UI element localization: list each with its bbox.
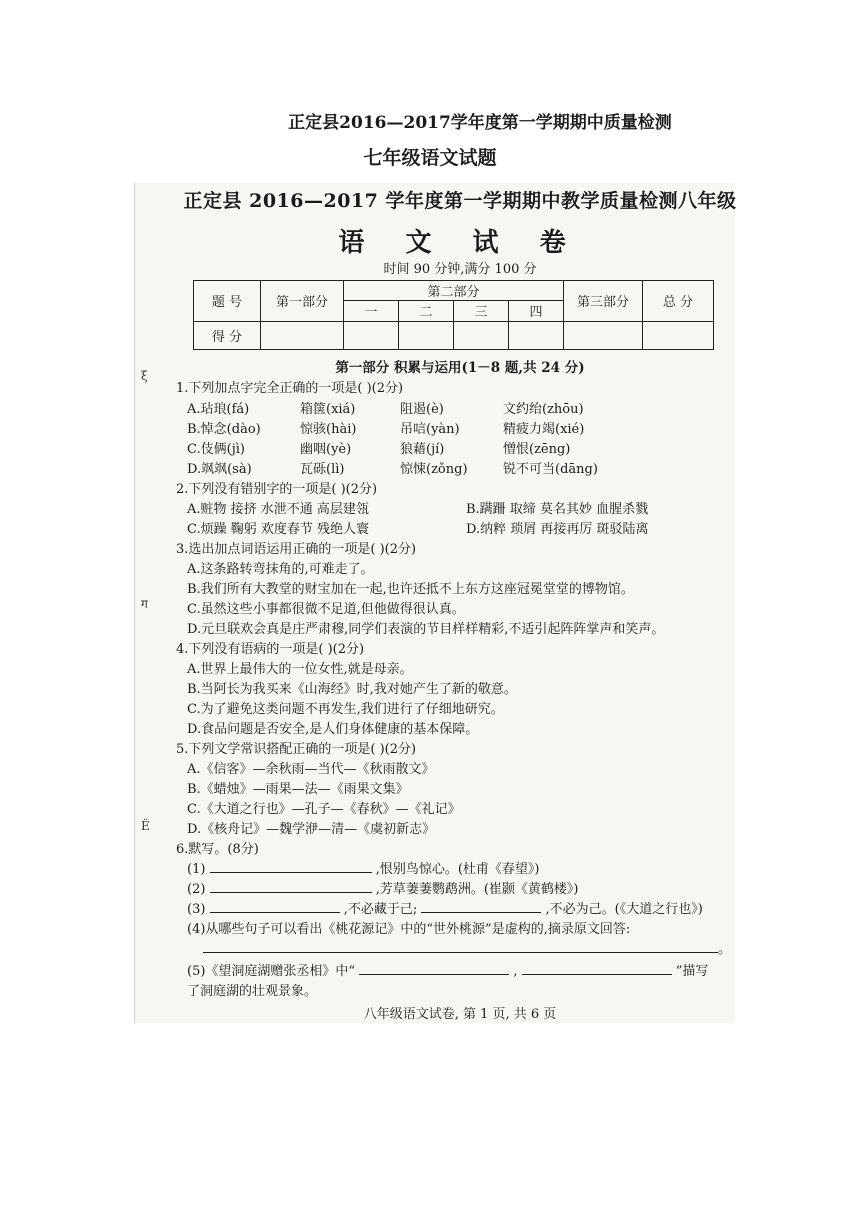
score-cell xyxy=(509,321,564,349)
item-text: ”描写 xyxy=(675,964,709,979)
option-text: A.赃物 接挤 水泄不通 高层建瓴 xyxy=(187,502,369,517)
option-text: 惊悚(zǒng) xyxy=(400,462,468,477)
fill-line-4: (4)从哪些句子可以看出《桃花源记》中的“世外桃源”是虚构的,摘录原文回答: xyxy=(187,922,631,937)
option-text: A.《信客》—余秋雨—当代—《秋雨散文》 xyxy=(187,762,435,777)
option-text: 文约绐(zhōu) xyxy=(503,402,584,417)
option-text: 精疲力竭(xié) xyxy=(503,422,585,437)
option-text: B.《蜡烛》—雨果—法—《雨果文集》 xyxy=(187,782,409,797)
option-text: D.《核舟记》—魏学洢—清—《虞初新志》 xyxy=(187,822,436,837)
item-text: ,不必为己。(《大道之行也》) xyxy=(545,902,703,917)
score-sub-1: 一 xyxy=(344,301,399,321)
option-text: 锐不可当(dāng) xyxy=(503,462,598,477)
fill-line-5-cont: 了洞庭湖的壮观景象。 xyxy=(187,984,318,999)
option-text: 吊唁(yàn) xyxy=(400,422,460,437)
item-text: ,芳草萋萋鹦鹉洲。(崔颢《黄鹤楼》) xyxy=(375,882,579,897)
answer-blank[interactable] xyxy=(203,940,718,953)
option-text: C.伎俩(jì) xyxy=(187,442,245,457)
item-label: (2) xyxy=(187,882,206,897)
score-table xyxy=(193,280,714,350)
item-label: (1) xyxy=(187,862,206,877)
option-text: D.飒飒(sà) xyxy=(187,462,252,477)
option-text: A.这条路转弯抹角的,可难走了。 xyxy=(187,562,374,577)
exam-name: 语 文 试 卷 xyxy=(338,228,582,258)
answer-blank[interactable] xyxy=(421,900,541,913)
option-text: B.当阿长为我买来《山海经》时,我对她产生了新的敬意。 xyxy=(187,682,517,697)
option-text: D.纳粹 琐屑 再接再厉 斑驳陆离 xyxy=(466,522,649,537)
item-text: ,恨别鸟惊心。(杜甫《春望》) xyxy=(375,862,540,877)
score-cell xyxy=(261,321,344,349)
option-text: 狼藉(jí) xyxy=(400,442,445,457)
score-cell xyxy=(344,321,399,349)
question-5: 5.下列文学常识搭配正确的一项是( )(2分) xyxy=(176,742,417,757)
question-3: 3.选出加点词语运用正确的一项是( )(2分) xyxy=(176,542,417,557)
score-col-number: 题 号 xyxy=(194,281,261,322)
margin-mark: Ё xyxy=(141,819,150,833)
option-text: C.烦躁 鞠躬 欢度春节 残绝人寰 xyxy=(187,522,370,537)
score-row-label: 得 分 xyxy=(194,321,261,349)
exam-header: 正定县 2016—2017 学年度第一学期期中教学质量检测八年级 xyxy=(183,190,737,212)
option-text: 幽咽(yè) xyxy=(300,442,352,457)
score-sub-2: 二 xyxy=(399,301,454,321)
option-text: 箱箧(xiá) xyxy=(300,402,356,417)
page-subtitle: 七年级语文试题 xyxy=(363,147,497,169)
score-col-part3: 第三部分 xyxy=(564,281,643,322)
score-cell xyxy=(643,321,714,349)
question-1: 1.下列加点字完全正确的一项是( )(2分) xyxy=(176,381,404,396)
fill-line-2 xyxy=(187,878,578,897)
item-text: , xyxy=(513,964,518,979)
question-4: 4.下列没有语病的一项是( )(2分) xyxy=(176,642,365,657)
page-title: 正定县2016—2017学年度第一学期期中质量检测 xyxy=(288,113,672,133)
option-text: B.蹒跚 取缔 莫名其妙 血腥杀戮 xyxy=(466,502,649,517)
option-text: C.虽然这些小事都很微不足道,但他做得很认真。 xyxy=(187,602,465,617)
option-text: A.世界上最伟大的一位女性,就是母亲。 xyxy=(187,662,413,677)
score-col-total: 总 分 xyxy=(643,281,714,322)
option-text: 瓦砾(lì) xyxy=(300,462,345,477)
option-text: 阻遏(è) xyxy=(400,402,444,417)
exam-time: 时间 90 分钟,满分 100 分 xyxy=(383,262,537,277)
score-col-part1: 第一部分 xyxy=(261,281,344,322)
option-text: A.玷琅(fá) xyxy=(187,402,250,417)
option-text: C.为了避免这类问题不再发生,我们进行了仔细地研究。 xyxy=(187,702,504,717)
page-footer: 八年级语文试卷, 第 1 页, 共 6 页 xyxy=(363,1007,557,1022)
option-text: 惊骇(hài) xyxy=(300,422,357,437)
option-text: B.悼念(dào) xyxy=(187,422,261,437)
fill-line-1 xyxy=(187,858,539,877)
answer-blank[interactable] xyxy=(210,880,372,893)
option-text: C.《大道之行也》—孔子—《春秋》—《礼记》 xyxy=(187,802,461,817)
score-sub-3: 三 xyxy=(454,301,509,321)
margin-mark: ग xyxy=(141,597,148,611)
section-title: 第一部分 积累与运用(1－8 题,共 24 分) xyxy=(335,360,585,376)
question-2: 2.下列没有错别字的一项是( )(2分) xyxy=(176,482,378,497)
fill-line-4-answer: 。 xyxy=(203,938,731,957)
item-text: (5)《望洞庭湖赠张丞相》中“ xyxy=(187,964,356,979)
option-text: B.我们所有大教堂的财宝加在一起,也许还抵不上东方这座冠冕堂堂的博物馆。 xyxy=(187,582,634,597)
item-label: (3) xyxy=(187,902,206,917)
answer-blank[interactable] xyxy=(522,962,672,975)
score-cell xyxy=(454,321,509,349)
margin-mark: ξ xyxy=(141,369,148,383)
option-text: 憎恨(zēng) xyxy=(503,442,571,457)
answer-blank[interactable] xyxy=(359,962,509,975)
option-text: D.元旦联欢会真是庄严肃穆,同学们表演的节目样样精彩,不适引起阵阵掌声和笑声。 xyxy=(187,622,665,637)
score-col-part2: 第二部分 xyxy=(344,281,564,301)
answer-blank[interactable] xyxy=(210,900,340,913)
item-text: ,不必藏于己; xyxy=(343,902,418,917)
score-cell xyxy=(399,321,454,349)
score-sub-4: 四 xyxy=(509,301,564,321)
fill-line-3 xyxy=(187,898,703,917)
answer-blank[interactable] xyxy=(210,860,372,873)
question-6: 6.默写。(8分) xyxy=(176,842,259,857)
option-text: D.食品问题是否安全,是人们身体健康的基本保障。 xyxy=(187,722,479,737)
score-cell xyxy=(564,321,643,349)
fill-line-5 xyxy=(187,960,708,979)
